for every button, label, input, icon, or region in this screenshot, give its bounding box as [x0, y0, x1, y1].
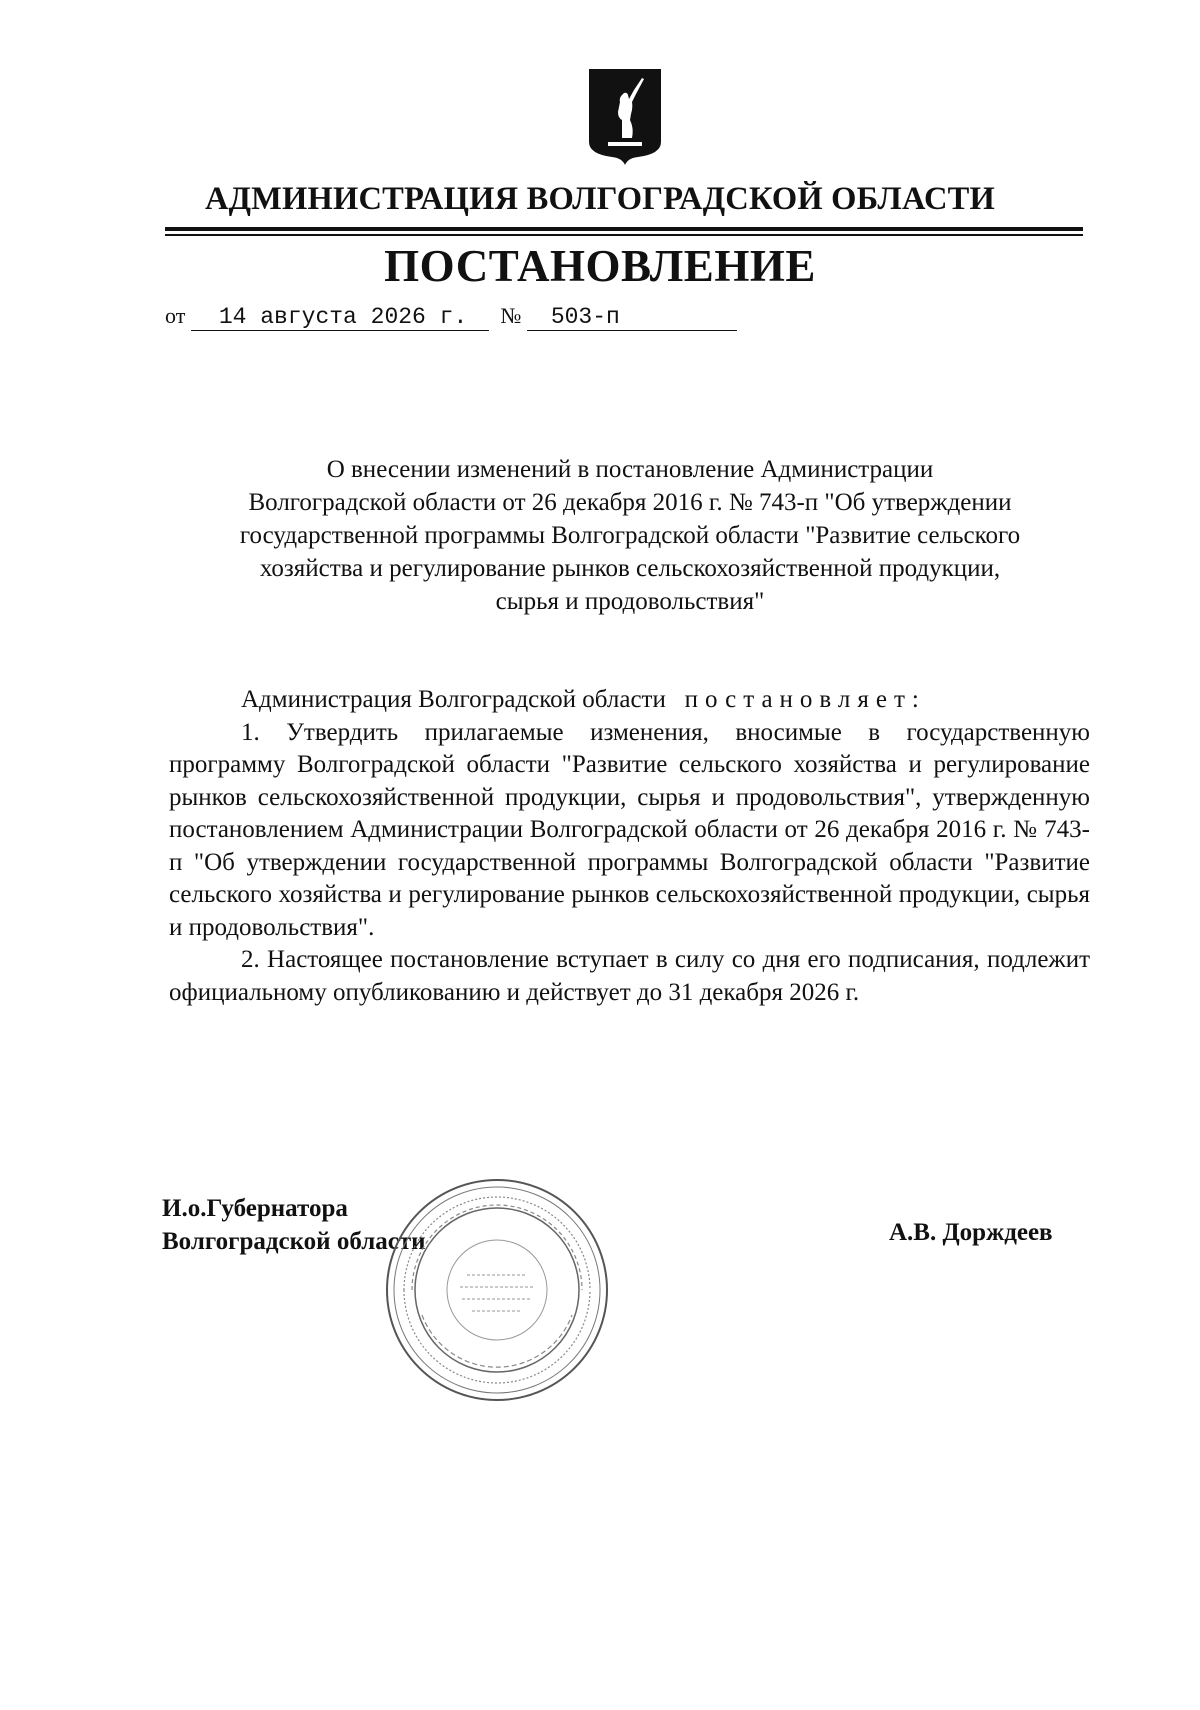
preamble-action: постановляет: — [684, 686, 926, 713]
signatory-name: А.В. Дорждеев — [889, 1219, 1053, 1246]
date-label: от — [165, 303, 186, 328]
subject-line: Волгоградской области от 26 декабря 2016 г. № 743-п "Об утверждении — [248, 489, 1012, 516]
coat-of-arms-icon — [588, 68, 662, 166]
official-seal-stamp — [382, 1175, 612, 1405]
document-type-title: ПОСТАНОВЛЕНИЕ — [384, 241, 816, 291]
preamble-text: Администрация Волгоградской области — [241, 686, 666, 713]
date-number-line — [165, 303, 737, 331]
position-line-2: Волгоградской области — [162, 1228, 426, 1255]
subject-line: О внесении изменений в постановление Администрации — [326, 456, 934, 483]
organization-title: АДМИНИСТРАЦИЯ ВОЛГОГРАДСКОЙ ОБЛАСТИ — [204, 181, 996, 217]
date-value: 14 августа 2026 г. — [191, 304, 489, 331]
item-paragraph-1: 1. Утвердить прилагаемые изменения, вносимые в государственную программу Волгоградской области "Развитие сельского хозяйства и регулирование рынков сельскохозяйственной продукции, сырья и продовольствия", утвержденную постановлением Администрации Волгоградской области от 26 декабря 2016 г. № 743-п "Об утверждении государственной программы Волгоградской области "Развитие сельского хозяйства и регулирование рынков сельскохозяйственной продукции, сырья и продовольствия". — [169, 718, 1090, 941]
header-rule-thick — [165, 227, 1083, 231]
number-label: № — [500, 303, 522, 328]
document-subject — [160, 453, 1100, 618]
subject-line: хозяйства и регулирование рынков сельскохозяйственной продукции, — [259, 555, 1001, 582]
subject-line: государственной программы Волгоградской области "Развитие сельского — [239, 522, 1021, 549]
preamble-paragraph — [169, 684, 1090, 717]
document-body — [169, 684, 1090, 1009]
position-line-1: И.о.Губернатора — [162, 1195, 348, 1222]
subject-line: сырья и продовольствия" — [495, 588, 765, 615]
header-rule-thin — [165, 234, 1083, 236]
item-paragraph-2: 2. Настоящее постановление вступает в силу со дня его подписания, подлежит официальному опубликованию и действует до 31 декабря 2026 г. — [169, 946, 1090, 1006]
number-value: 503-п — [527, 304, 737, 331]
